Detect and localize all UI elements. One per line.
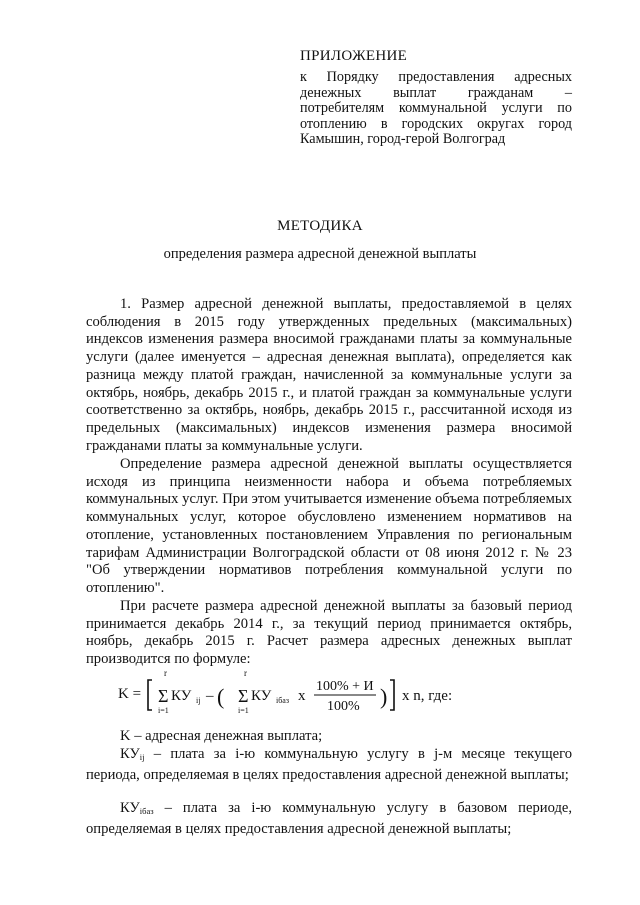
paragraph-1-text: 1. Размер адресной денежной выплаты, предоставляемой в целях соблюдения в 2015 году утвержденных предельных (максимальных) индексов изменения размера вносимой гражданами платы за коммунальные услуги (далее именуется – адресная денежная выплата), определяется как разница между платой граждан, начисленной за коммунальные услуги за октябрь, ноябрь, декабрь 2015 г., и платой граждан за коммунальные услуги соответственно за октябрь, ноябрь, декабрь 2015 г., рассчитанной исходя из предельных (максимальных) индексов изменения размера вносимой гражданами платы за коммунальные услуги. (86, 296, 572, 454)
term-ku-ibaz-sub: iбаз (276, 696, 290, 705)
methodology-title: МЕТОДИКА (277, 218, 363, 234)
formula (118, 668, 578, 718)
definition-ku-ij-text: – плата за i-ю коммунальную услугу в j-м месяце текущего периода, определяемая в целях предоставления адресной денежной выплаты; (86, 746, 572, 783)
definition-k-symbol: K (120, 728, 131, 744)
term-ku-ij-sub: ij (196, 696, 201, 705)
minus-sign: – (206, 688, 214, 704)
formula-tail: x n, где: (402, 688, 453, 704)
definition-ku-ibaz-sub: iбаз (139, 806, 154, 816)
left-bracket (148, 680, 152, 710)
definition-ku-ij-symbol: КУ (120, 746, 140, 762)
formula-lhs: K = (118, 686, 142, 702)
paragraph-2 (86, 456, 572, 598)
term-ku-ij: КУ (171, 688, 192, 704)
sum1-upper: r (164, 668, 167, 678)
appendix-title: ПРИЛОЖЕНИЕ (300, 48, 408, 64)
definition-k (86, 728, 572, 746)
fraction-numerator: 100% + И (316, 679, 374, 694)
paragraph-2-text: Определение размера адресной денежной выплаты осуществляется исходя из принципа неизменности набора и объема потребляемых коммунальных услуг. При этом учитывается изменение объема потребляемых коммунальных услуг, которое обусловлено изменением нормативов на отопление, установленных постановлением Управления по региональным тарифам Администрации Волгоградской области от 08 июня 2012 г. № 23 "Об утверждении нормативов потребления коммунальной услуги по отоплению". (86, 456, 572, 596)
sum2-upper: r (244, 668, 247, 678)
definition-ku-ij-sub: ij (139, 752, 145, 762)
sum2-sigma: Σ (238, 686, 249, 706)
methodology-subtitle: определения размера адресной денежной выплаты (163, 246, 477, 262)
times-sign: x (298, 688, 306, 704)
definition-ku-ibaz-symbol: КУ (120, 800, 140, 816)
paragraph-1 (86, 296, 572, 455)
sum2-lower: i=1 (238, 706, 249, 715)
right-bracket (390, 680, 394, 710)
paragraph-3-text: При расчете размера адресной денежной выплаты за базовый период принимается декабрь 2014 г., за текущий период принимается октябрь, ноябрь, декабрь 2015 г. Расчет размера адресных денежных выплат производится по формуле: (86, 598, 572, 668)
term-ku-ibaz: КУ (251, 688, 272, 704)
definition-ku-ibaz (86, 800, 572, 838)
right-paren: ) (380, 684, 388, 709)
definition-ku-ibaz-text: – плата за i-ю коммунальную услугу в базовом периоде, определяемая в целях предоставления адресной денежной выплаты; (86, 800, 572, 837)
fraction-denominator: 100% (327, 699, 360, 714)
left-paren: ( (217, 684, 225, 709)
paragraph-3 (86, 598, 572, 669)
sum1-lower: i=1 (158, 706, 169, 715)
definition-k-text: – адресная денежная выплата; (130, 728, 323, 744)
sum1-sigma: Σ (158, 686, 169, 706)
appendix-reference: к Порядку предоставления адресных денежных выплат гражданам – потребителям коммунальной услуги по отоплению в городских округах город Камышин, город-герой Волгоград (300, 69, 572, 147)
definition-ku-ij (86, 746, 572, 784)
